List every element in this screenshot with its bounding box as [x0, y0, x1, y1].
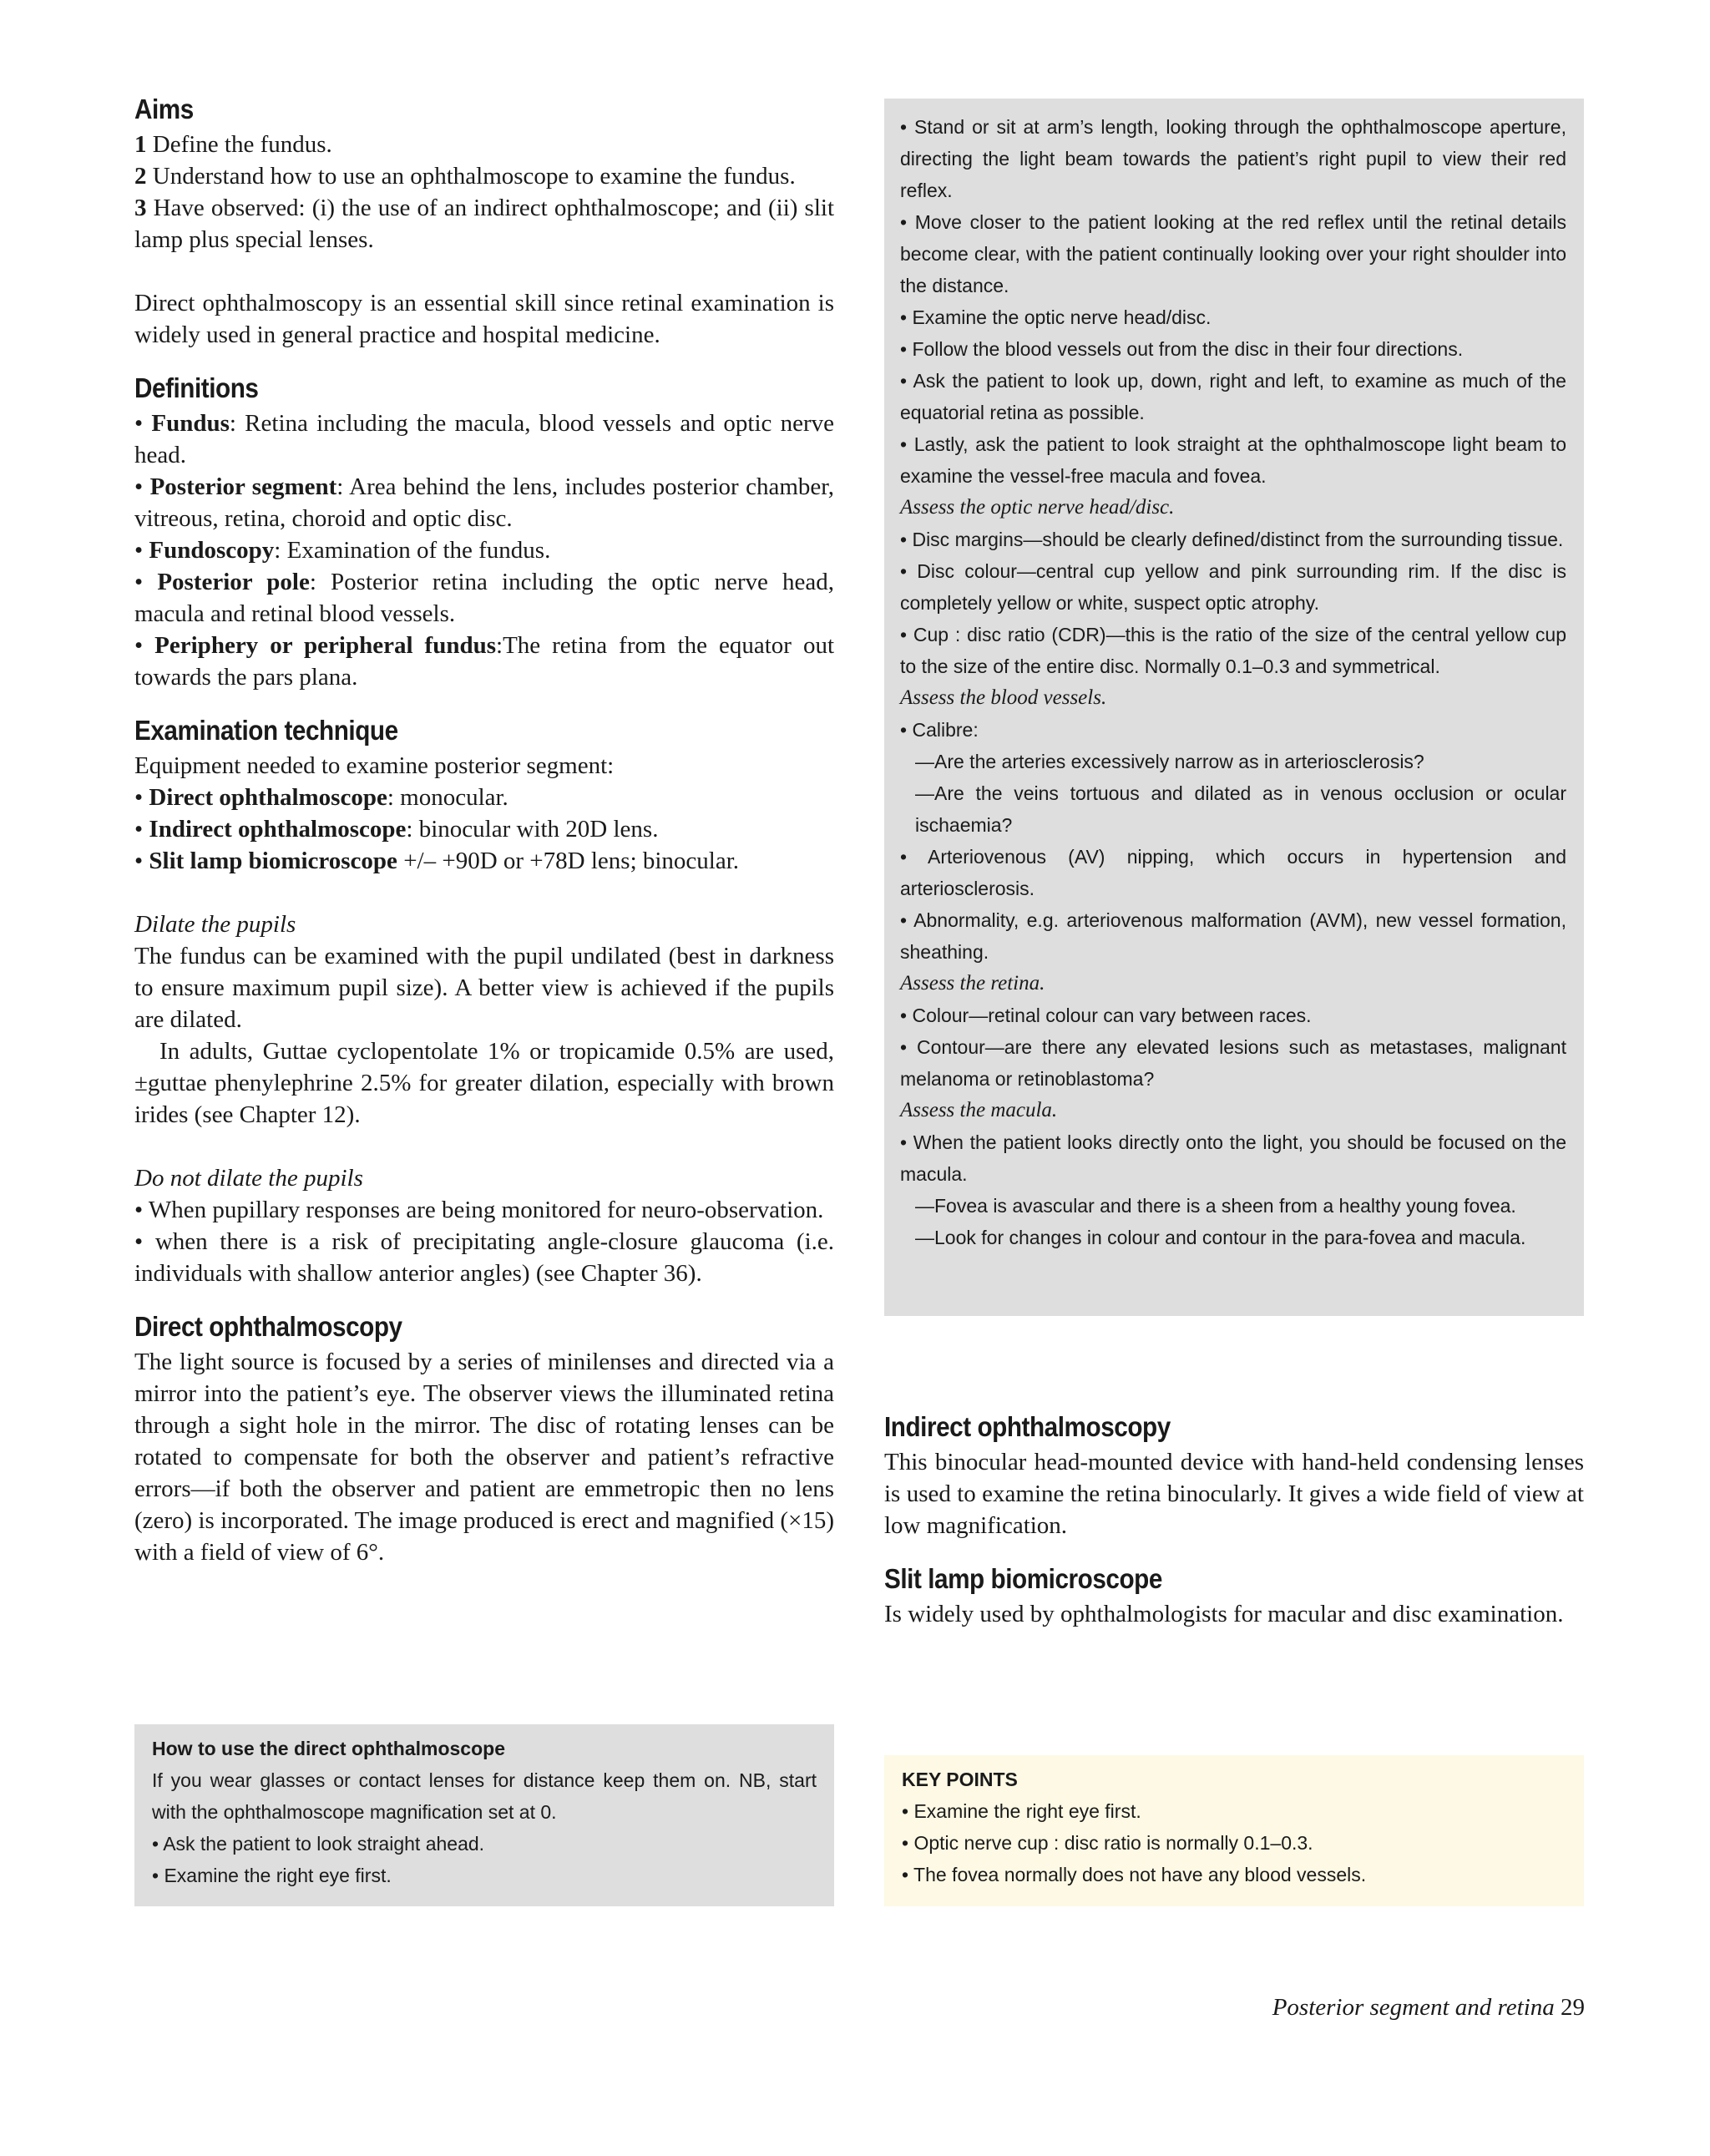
right-lower-section	[884, 1411, 1584, 1630]
disc-item: • Disc colour—central cup yellow and pink surrounding rim. If the disc is completely yellow or white, suspect optic atrophy.	[900, 560, 1566, 614]
left-column	[134, 94, 834, 1568]
equipment-item: • Direct ophthalmoscope: monocular.	[134, 784, 508, 811]
dilate-heading: Dilate the pupils	[134, 911, 296, 938]
indirect-text: This binocular head-mounted device with hand-held condensing lenses is used to examine the retina binocularly. It gives a wide field of view at low magnification.	[884, 1449, 1584, 1539]
key-points-title: KEY POINTS	[902, 1769, 1018, 1790]
nodilate-item: • when there is a risk of precipitating angle-closure glaucoma (i.e. individuals with shallow anterior angles) (see Chapter 36).	[134, 1228, 835, 1287]
vessel-item: • Arteriovenous (AV) nipping, which occurs in hypertension and arteriosclerosis.	[900, 846, 1566, 899]
aims-item: 2 Understand how to use an ophthalmoscope to examine the fundus.	[134, 163, 796, 190]
page-footer	[1272, 1994, 1585, 2022]
nodilate-heading: Do not dilate the pupils	[134, 1165, 363, 1192]
aims-heading: Aims	[134, 94, 194, 124]
key-point-item: • Optic nerve cup : disc ratio is normally 0.1–0.3.	[902, 1832, 1313, 1854]
aims-item: 3 Have observed: (i) the use of an indirect ophthalmoscope; and (ii) slit lamp plus special lenses.	[134, 195, 834, 253]
macula-subitem: —Fovea is avascular and there is a sheen from a healthy young fovea.	[915, 1195, 1516, 1217]
direct-text: The light source is focused by a series of minilenses and directed via a mirror into the patient’s eye. The observer views the illuminated retina through a sight hole in the mirror. The disc of rotating lenses can be rotated to compensate for both the observer and patient’s refractive errors—if both the observer and patient are emmetropic then no lens (zero) is incorporated. The image produced is erect and magnified (×15) with a field of view of 6°.	[134, 1349, 834, 1566]
key-point-item: • Examine the right eye first.	[902, 1800, 1141, 1822]
exam-lead: Equipment needed to examine posterior segment:	[134, 752, 615, 779]
step-item: • Examine the optic nerve head/disc.	[900, 306, 1212, 328]
vessels-subheading: Assess the blood vessels.	[900, 686, 1107, 709]
disc-subheading: Assess the optic nerve head/disc.	[900, 496, 1175, 519]
page-number: 29	[1561, 1994, 1585, 2021]
exam-heading: Examination technique	[134, 715, 398, 746]
how-to-item: • Examine the right eye first.	[152, 1865, 392, 1886]
slitlamp-text: Is widely used by ophthalmologists for macular and disc examination.	[884, 1601, 1564, 1627]
macula-item: • When the patient looks directly onto the light, you should be focused on the macula.	[900, 1131, 1566, 1185]
definition-item: • Posterior pole: Posterior retina including the optic nerve head, macula and retinal blood vessels.	[134, 569, 834, 627]
equipment-item: • Indirect ophthalmoscope: binocular with 20D lens.	[134, 816, 659, 843]
calibre-subitem: —Are the arteries excessively narrow as in arteriosclerosis?	[915, 751, 1424, 772]
footer-title: Posterior segment and retina	[1272, 1994, 1555, 2021]
disc-item: • Cup : disc ratio (CDR)—this is the ratio of the size of the central yellow cup to the size of the entire disc. Normally 0.1–0.3 and symmetrical.	[900, 624, 1566, 677]
step-item: • Lastly, ask the patient to look straight at the ophthalmoscope light beam to examine the vessel-free macula and fovea.	[900, 433, 1566, 487]
calibre-subitem: —Are the veins tortuous and dilated as in venous occlusion or ocular ischaemia?	[915, 782, 1566, 836]
direct-heading: Direct ophthalmoscopy	[134, 1311, 402, 1342]
how-to-title: How to use the direct ophthalmoscope	[152, 1738, 505, 1759]
retina-subheading: Assess the retina.	[900, 972, 1045, 994]
key-point-item: • The fovea normally does not have any blood vessels.	[902, 1864, 1367, 1885]
step-item: • Move closer to the patient looking at the red reflex until the retinal details become clear, with the patient continually looking over your right shoulder into the distance.	[900, 211, 1566, 296]
indirect-heading: Indirect ophthalmoscopy	[884, 1411, 1171, 1442]
definitions-heading: Definitions	[134, 372, 259, 403]
definition-item: • Fundoscopy: Examination of the fundus.	[134, 537, 551, 564]
macula-subitem: —Look for changes in colour and contour in the para-fovea and macula.	[915, 1227, 1526, 1248]
definition-item: • Periphery or peripheral fundus:The retina from the equator out towards the pars plana.	[134, 632, 835, 691]
step-item: • Stand or sit at arm’s length, looking through the ophthalmoscope aperture, directing the light beam towards the patient’s right pupil to view their red reflex.	[900, 116, 1566, 201]
vessel-item: • Abnormality, e.g. arteriovenous malformation (AVM), new vessel formation, sheathing.	[900, 909, 1566, 963]
how-to-item: • Ask the patient to look straight ahead.	[152, 1833, 485, 1855]
aims-item: 1 Define the fundus.	[134, 131, 332, 158]
dilate-paragraph: In adults, Guttae cyclopentolate 1% or tropicamide 0.5% are used, ±guttae phenylephrine 2.5% for greater dilation, especially with brown irides (see Chapter 12).	[134, 1038, 834, 1128]
vessel-item: • Calibre:	[900, 719, 979, 741]
how-to-text: If you wear glasses or contact lenses for distance keep them on. NB, start with the ophthalmoscope magnification set at 0.	[152, 1769, 817, 1823]
key-points-box	[884, 1755, 1584, 1906]
equipment-item: • Slit lamp biomicroscope +/– +90D or +78D lens; binocular.	[134, 848, 740, 874]
how-to-box	[134, 1724, 834, 1906]
retina-item: • Colour—retinal colour can vary between races.	[900, 1005, 1312, 1026]
disc-item: • Disc margins—should be clearly defined/distinct from the surrounding tissue.	[900, 529, 1564, 550]
nodilate-item: • When pupillary responses are being monitored for neuro-observation.	[134, 1197, 824, 1223]
definition-item: • Posterior segment: Area behind the lens, includes posterior chamber, vitreous, retina, choroid and optic disc.	[134, 473, 835, 532]
retina-item: • Contour—are there any elevated lesions such as metastases, malignant melanoma or retinoblastoma?	[900, 1036, 1566, 1090]
dilate-paragraph: The fundus can be examined with the pupil undilated (best in darkness to ensure maximum pupil size). A better view is achieved if the pupils are dilated.	[134, 943, 834, 1033]
technique-box	[884, 99, 1584, 1316]
aims-intro: Direct ophthalmoscopy is an essential skill since retinal examination is widely used in general practice and hospital medicine.	[134, 290, 834, 348]
macula-subheading: Assess the macula.	[900, 1099, 1058, 1121]
slitlamp-heading: Slit lamp biomicroscope	[884, 1563, 1162, 1594]
step-item: • Ask the patient to look up, down, right and left, to examine as much of the equatorial retina as possible.	[900, 370, 1566, 423]
definition-item: • Fundus: Retina including the macula, blood vessels and optic nerve head.	[134, 410, 835, 468]
step-item: • Follow the blood vessels out from the disc in their four directions.	[900, 338, 1464, 360]
